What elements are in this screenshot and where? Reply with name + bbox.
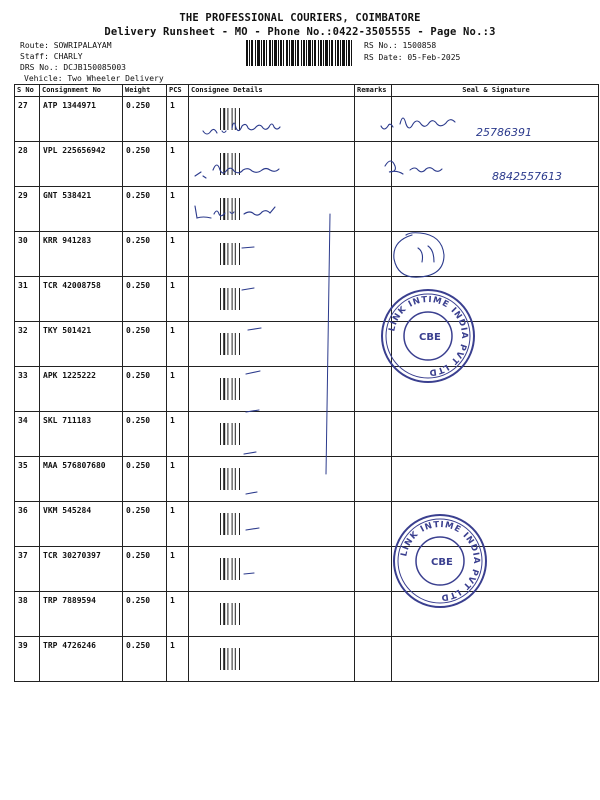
cell-consignee-details — [189, 277, 355, 322]
cell-weight: 0.250 — [123, 502, 167, 547]
cell-consignment: TCR 30270397 — [40, 547, 123, 592]
row-barcode — [220, 198, 242, 220]
cell-remarks — [355, 457, 392, 502]
row-barcode — [220, 648, 242, 670]
phone-27: 25786391 — [476, 126, 532, 139]
cell-weight: 0.250 — [123, 457, 167, 502]
col-consignment: Consignment No — [40, 85, 123, 97]
table-row — [15, 592, 599, 637]
cell-consignment: TRP 7889594 — [40, 592, 123, 637]
row-barcode — [220, 603, 242, 625]
cell-consignment: TCR 42008758 — [40, 277, 123, 322]
cell-pcs: 1 — [167, 367, 189, 412]
table-row — [15, 322, 599, 367]
cell-weight: 0.250 — [123, 142, 167, 187]
drs-number: DRS No.: DCJB150085003 — [20, 63, 126, 72]
cell-remarks — [355, 367, 392, 412]
cell-seal-signature — [392, 592, 599, 637]
row-barcode — [220, 333, 242, 355]
cell-remarks — [355, 232, 392, 277]
header-barcode — [246, 40, 352, 66]
stamp-1-ring-text: LINK INTIME INDIA PVT LTD — [387, 294, 470, 378]
cell-weight: 0.250 — [123, 277, 167, 322]
cell-sno: 33 — [15, 367, 40, 412]
cell-consignee-details — [189, 637, 355, 682]
cell-consignee-details — [189, 457, 355, 502]
cell-seal-signature — [392, 547, 599, 592]
cell-pcs: 1 — [167, 547, 189, 592]
cell-remarks — [355, 637, 392, 682]
cell-sno: 29 — [15, 187, 40, 232]
cell-sno: 35 — [15, 457, 40, 502]
cell-pcs: 1 — [167, 412, 189, 457]
row-barcode — [220, 243, 242, 265]
col-remarks: Remarks — [355, 85, 392, 97]
cell-weight: 0.250 — [123, 367, 167, 412]
cell-consignee-details — [189, 547, 355, 592]
runsheet-subtitle: Delivery Runsheet - MO - Phone No.:0422-3505555 - Page No.:3 — [104, 26, 496, 38]
cell-pcs: 1 — [167, 502, 189, 547]
cell-pcs: 1 — [167, 592, 189, 637]
cell-pcs: 1 — [167, 232, 189, 277]
table-row — [15, 457, 599, 502]
cell-pcs: 1 — [167, 457, 189, 502]
route-label: Route: SOWRIPALAYAM — [20, 41, 112, 50]
cell-consignee-details — [189, 412, 355, 457]
cell-sno: 27 — [15, 97, 40, 142]
table-row — [15, 142, 599, 187]
cell-sno: 31 — [15, 277, 40, 322]
cell-consignment: VKM 545284 — [40, 502, 123, 547]
company-title: THE PROFESSIONAL COURIERS, COIMBATORE — [179, 12, 421, 24]
cell-weight: 0.250 — [123, 187, 167, 232]
cell-pcs: 1 — [167, 277, 189, 322]
table-header-row — [15, 85, 599, 97]
col-consignee-details: Consignee Details — [189, 85, 355, 97]
cell-consignment: TRP 4726246 — [40, 637, 123, 682]
cell-weight: 0.250 — [123, 232, 167, 277]
cell-consignment: MAA 576807680 — [40, 457, 123, 502]
cell-consignee-details — [189, 502, 355, 547]
cell-sno: 39 — [15, 637, 40, 682]
stamp-1-center: CBE — [419, 332, 441, 343]
cell-sno: 38 — [15, 592, 40, 637]
col-sno: S No — [15, 85, 40, 97]
cell-seal-signature — [392, 412, 599, 457]
cell-seal-signature — [392, 367, 599, 412]
cell-seal-signature — [392, 277, 599, 322]
cell-seal-signature — [392, 142, 599, 187]
rs-number: RS No.: 1500858 — [364, 41, 437, 50]
cell-pcs: 1 — [167, 142, 189, 187]
cell-sno: 32 — [15, 322, 40, 367]
table-row — [15, 232, 599, 277]
cell-seal-signature — [392, 232, 599, 277]
cell-consignment: SKL 711183 — [40, 412, 123, 457]
table-row — [15, 277, 599, 322]
cell-seal-signature — [392, 502, 599, 547]
cell-consignment: GNT 538421 — [40, 187, 123, 232]
cell-weight: 0.250 — [123, 547, 167, 592]
cell-remarks — [355, 142, 392, 187]
cell-seal-signature — [392, 322, 599, 367]
cell-consignee-details — [189, 232, 355, 277]
cell-sno: 30 — [15, 232, 40, 277]
cell-weight: 0.250 — [123, 637, 167, 682]
cell-sno: 36 — [15, 502, 40, 547]
cell-consignment: KRR 941283 — [40, 232, 123, 277]
cell-consignee-details — [189, 187, 355, 232]
row-barcode — [220, 288, 242, 310]
row-barcode — [220, 153, 242, 175]
stamp-2-ring-text: LINK INTIME INDIA PVT LTD — [399, 519, 482, 603]
cell-consignee-details — [189, 592, 355, 637]
row-barcode — [220, 558, 242, 580]
cell-weight: 0.250 — [123, 97, 167, 142]
cell-sno: 28 — [15, 142, 40, 187]
vehicle-label: Vehicle: Two Wheeler Delivery — [24, 74, 164, 83]
cell-remarks — [355, 502, 392, 547]
cell-consignment: VPL 225656942 — [40, 142, 123, 187]
runsheet-table — [14, 84, 599, 682]
cell-remarks — [355, 592, 392, 637]
table-row — [15, 187, 599, 232]
table-row — [15, 97, 599, 142]
cell-pcs: 1 — [167, 187, 189, 232]
cell-consignee-details — [189, 322, 355, 367]
cell-seal-signature — [392, 97, 599, 142]
phone-28: 8842557613 — [492, 170, 562, 183]
cell-consignee-details — [189, 97, 355, 142]
row-barcode — [220, 513, 242, 535]
col-weight: Weight — [123, 85, 167, 97]
table-row — [15, 412, 599, 457]
cell-weight: 0.250 — [123, 412, 167, 457]
cell-consignee-details — [189, 367, 355, 412]
cell-consignee-details — [189, 142, 355, 187]
col-seal-signature: Seal & Signature — [392, 85, 599, 97]
cell-consignment: ATP 1344971 — [40, 97, 123, 142]
row-barcode — [220, 468, 242, 490]
cell-consignment: APK 1225222 — [40, 367, 123, 412]
cell-seal-signature — [392, 187, 599, 232]
cell-seal-signature — [392, 637, 599, 682]
table-row — [15, 547, 599, 592]
cell-remarks — [355, 187, 392, 232]
cell-remarks — [355, 322, 392, 367]
row-barcode — [220, 108, 242, 130]
cell-sno: 37 — [15, 547, 40, 592]
cell-weight: 0.250 — [123, 322, 167, 367]
cell-remarks — [355, 277, 392, 322]
cell-remarks — [355, 412, 392, 457]
cell-weight: 0.250 — [123, 592, 167, 637]
cell-seal-signature — [392, 457, 599, 502]
staff-label: Staff: CHARLY — [20, 52, 83, 61]
cell-consignment: TKY 501421 — [40, 322, 123, 367]
col-pcs: PCS — [167, 85, 189, 97]
stamp-2-center: CBE — [431, 557, 453, 568]
cell-pcs: 1 — [167, 322, 189, 367]
table-row — [15, 637, 599, 682]
cell-remarks — [355, 547, 392, 592]
cell-pcs: 1 — [167, 97, 189, 142]
table-row — [15, 502, 599, 547]
row-barcode — [220, 378, 242, 400]
cell-remarks — [355, 97, 392, 142]
table-row — [15, 367, 599, 412]
rs-date: RS Date: 05-Feb-2025 — [364, 53, 461, 62]
row-barcode — [220, 423, 242, 445]
cell-pcs: 1 — [167, 637, 189, 682]
cell-sno: 34 — [15, 412, 40, 457]
